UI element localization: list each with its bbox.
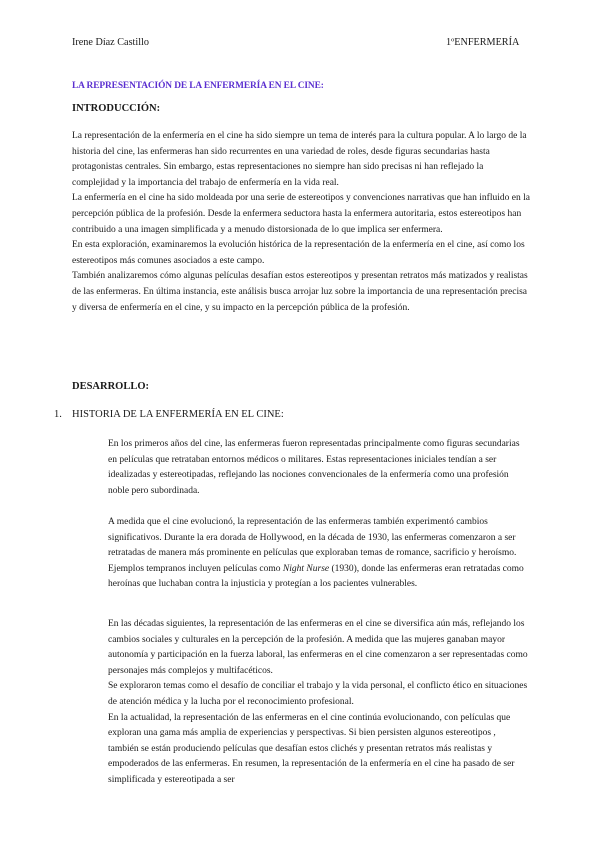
dev-paragraph: En la actualidad, la representación de las enfermeras en el cine continúa evolucionando, con películas que exploran una gama más amplia de experiencias y perspectivas. Si bien persisten algunos estereotipos , también se están produciendo películas que desafían estos clichés y presentan retratos más realistas y empoderados de las enfermeras. En resumen, la representación de la enfermería en el cine ha pasado de ser simplificada y estereotipada a ser [108,712,515,785]
intro-paragraph: También analizaremos cómo algunas películas desafían estos estereotipos y presentan retratos más matizados y realistas de las enfermeras. En última instancia, este análisis busca arrojar luz sobre la importancia de una representación precisa y diversa de enfermería en el cine, y su impacto en la percepción pública de la profesión. [72,271,528,313]
dev-paragraph: En las décadas siguientes, la representación de las enfermeras en el cine se diversifica aún más, reflejando los cambios sociales y culturales en la percepción de la profesión. A medida que las mujeres ganaban mayor autonomía y participación en la fuerza laboral, las enfermeras en el cine comenzaron a ser representadas como personajes más complejos y multifacéticos. [108,619,528,676]
section-number: 1. [54,409,62,420]
intro-paragraph: La representación de la enfermería en el cine ha sido siempre un tema de interés para la cultura popular. A lo largo de la historia del cine, las enfermeras han sido recurrentes en una variedad de roles, desde figuras secundarias hasta protagonistas centrales. Sin embargo, estas representaciones no siempre han sido precisas ni han reflejado la complejidad y la importancia del trabajo de enfermería en la vida real. [72,131,527,188]
development-paragraph-1 [108,437,528,499]
section-title: HISTORIA DE LA ENFERMERÍA EN EL CINE: [72,409,284,420]
dev-text: (1930), donde las enfermeras eran retratadas como heroínas que luchaban contra la injusticia y protegían a los pacientes vulnerables. [108,563,524,590]
intro-paragraph: En esta exploración, examinaremos la evolución histórica de la representación de la enfermería en el cine, así como los estereotipos más comunes asociados a este campo. [72,240,525,266]
dev-paragraph: Se exploraron temas como el desafío de conciliar el trabajo y la vida personal, el conflicto ético en situaciones de atención médica y la lucha por el reconocimiento profesional. [108,681,528,707]
introduction-heading: INTRODUCCIÓN: [72,103,161,114]
document-title: LA REPRESENTACIÓN DE LA ENFERMERÍA EN EL CINE: [72,81,324,91]
development-paragraph-3 [108,617,528,789]
dev-paragraph [108,515,528,593]
film-title: Night Nurse [282,563,330,574]
introduction-body [72,129,532,316]
header-author: Irene Díaz Castillo [72,37,149,48]
development-heading: DESARROLLO: [72,381,150,392]
dev-text: A medida que el cine evolucionó, la representación de las enfermeras también experimentó cambios significativos. Durante la era dorada de Hollywood, en la década de 1930, las enfermeras comenzaron a ser retratadas de manera más prominente en películas que exploraban temas de romance, sacrificio y heroísmo. Ejemplos tempranos incluyen películas como [108,517,517,574]
header-course: 1ºENFERMERÍA [446,37,520,48]
intro-paragraph: La enfermería en el cine ha sido moldeada por una serie de estereotipos y convenciones narrativas que han influido en la percepción pública de la profesión. Desde la enfermera seductora hasta la enfermera autoritaria, estos estereotipos han contribuido a una imagen simplificada y a menudo distorsionada de lo que implica ser enfermera. [72,193,530,235]
development-paragraph-2 [108,515,528,593]
dev-paragraph: En los primeros años del cine, las enfermeras fueron representadas principalmente como figuras secundarias en películas que retrataban entornos médicos o militares. Estas representaciones iniciales tendían a ser idealizadas y estereotipadas, reflejando las nociones convencionales de la enfermería como una profesión noble pero subordinada. [108,439,520,496]
